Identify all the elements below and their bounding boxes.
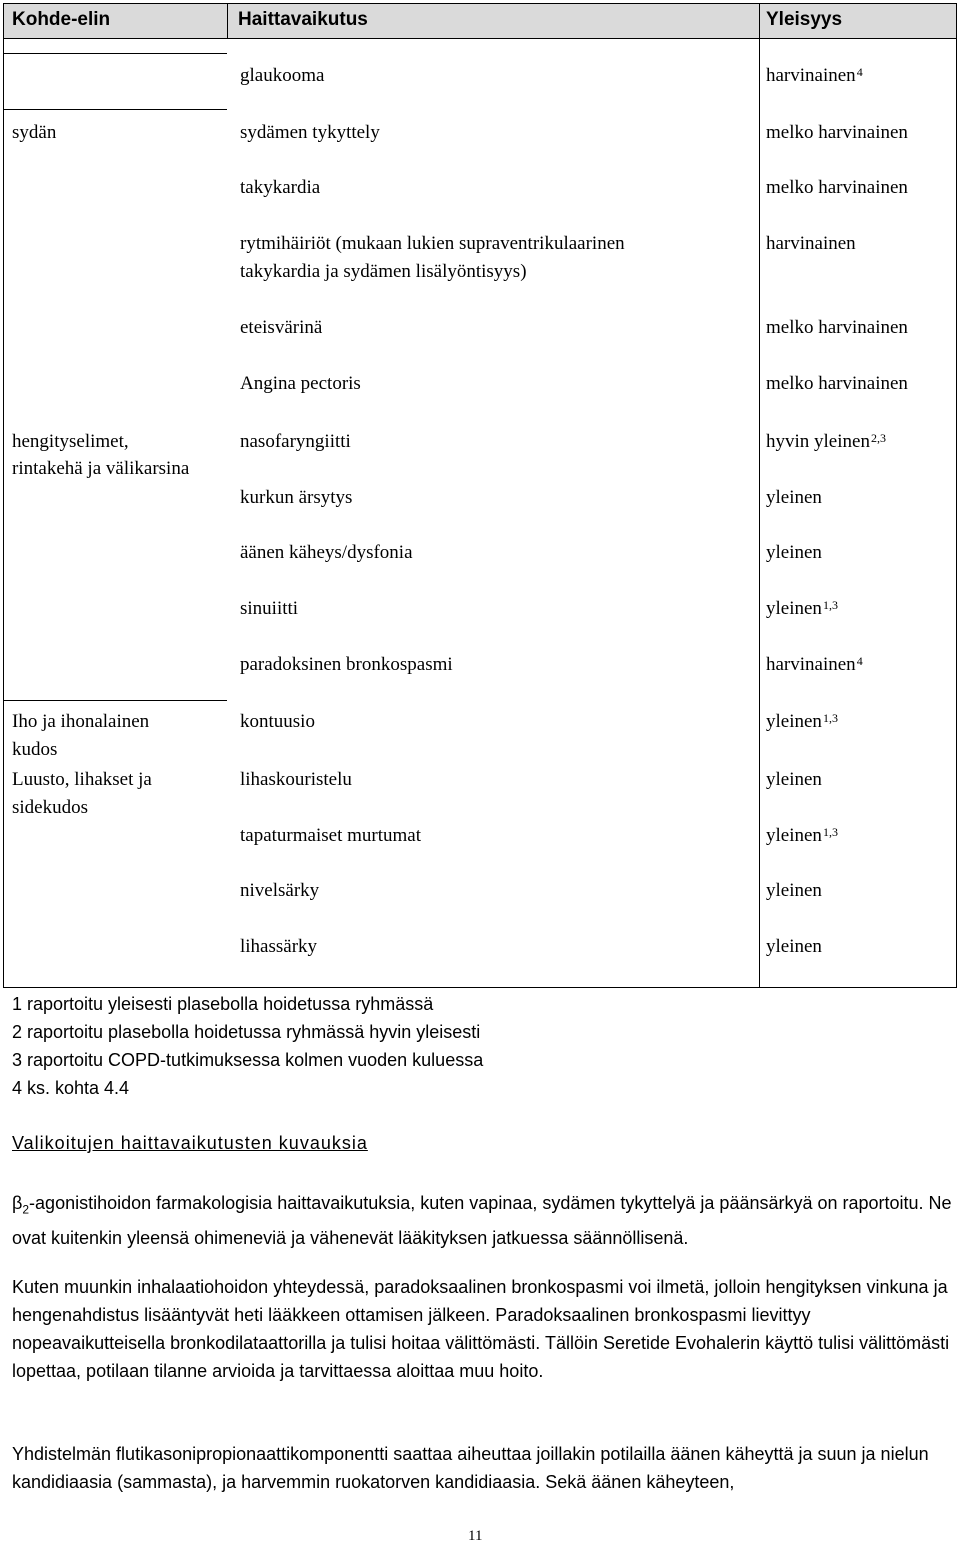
organ-label: sydän [12, 122, 57, 143]
frequency-cell: melko harvinainen [766, 373, 908, 394]
effect-cell: Angina pectoris [240, 373, 361, 394]
effect-cell: eteisvärinä [240, 317, 323, 338]
frequency-cell: yleinen$^{1,3}$ [766, 825, 838, 846]
frequency-cell: yleinen [766, 880, 822, 901]
effect-cell: paradoksinen bronkospasmi [240, 654, 453, 675]
row-divider [4, 53, 227, 54]
effect-cell: tapaturmaiset murtumat [240, 825, 421, 846]
organ-label: rintakehä ja välikarsina [12, 458, 190, 479]
frequency-cell: yleinen$^{1,3}$ [766, 711, 838, 732]
organ-label: Iho ja ihonalainen [12, 711, 150, 732]
organ-label: sidekudos [12, 797, 88, 818]
footnote: 3 raportoitu COPD-tutkimuksessa kolmen vuoden kuluessa [12, 1050, 484, 1070]
paragraph: $\beta_2$-agonistihoidon farmakologisia haittavaikutuksia, kuten vapinaa, sydämen tykyttelyä ja päänsärkyä on raportoitu. Ne ovat kuitenkin yleensä ohimeneviä ja vähenevät lääkityksen jatkuessa säännöllisenä. [12, 1193, 952, 1248]
column-header-effect: Haittavaikutus [238, 9, 368, 30]
frequency-cell: melko harvinainen [766, 122, 908, 143]
column-divider [759, 4, 760, 987]
frequency-cell: yleinen [766, 542, 822, 563]
beta-symbol: β [12, 1193, 23, 1213]
effect-cell-continued: takykardia ja sydämen lisälyöntisyys) [240, 261, 527, 282]
column-header-frequency: Yleisyys [766, 9, 843, 30]
section-heading: Valikoitujen haittavaikutusten kuvauksia [12, 1133, 368, 1153]
frequency-cell: yleinen [766, 769, 822, 790]
footnote: 4 ks. kohta 4.4 [12, 1078, 130, 1098]
row-divider [4, 700, 227, 701]
column-header-organ: Kohde-elin [12, 9, 111, 30]
organ-label: hengityselimet, [12, 431, 129, 452]
frequency-cell: yleinen [766, 936, 822, 957]
effect-cell: sinuiitti [240, 598, 299, 619]
frequency-cell: harvinainen$^4$ [766, 654, 863, 675]
paragraph: Yhdistelmän flutikasonipropionaattikomponentti saattaa aiheuttaa joillakin potilailla äänen käheyttä ja suun ja nielun kandidiaasia (sammasta), ja harvemmin ruokatorven kandidiaasia. Sekä äänen käheyteen, [12, 1444, 929, 1492]
frequency-cell: hyvin yleinen$^{2,3}$ [766, 431, 886, 452]
footnote: 2 raportoitu plasebolla hoidetussa ryhmässä hyvin yleisesti [12, 1022, 481, 1042]
frequency-cell: melko harvinainen [766, 317, 908, 338]
effect-cell: lihaskouristelu [240, 769, 352, 790]
effect-cell: kurkun ärsytys [240, 487, 353, 508]
effect-cell: äänen käheys/dysfonia [240, 542, 413, 563]
paragraph: Kuten muunkin inhalaatiohoidon yhteydessä, paradoksaalinen bronkospasmi voi ilmetä, jolloin hengityksen vinkuna ja hengenahdistus lisääntyvät heti lääkkeen ottamisen jälkeen. Paradoksaalinen bronkospasmi lievittyy nopeavaikutteisella bronkodilataattorilla ja tulisi hoitaa välittömästi. Tällöin Seretide Evohalerin käyttö tulisi välittömästi lopettaa, potilaan tilanne arvioida ja tarvittaessa aloittaa muu hoito. [12, 1277, 950, 1381]
page-number: 11 [468, 1528, 483, 1544]
effect-cell: nivelsärky [240, 880, 320, 901]
effect-cell: nasofaryngiitti [240, 431, 351, 452]
frequency-cell: harvinainen$^4$ [766, 65, 863, 86]
effect-cell: takykardia [240, 177, 321, 198]
footnote: 1 raportoitu yleisesti plasebolla hoidetussa ryhmässä [12, 994, 434, 1014]
frequency-cell: yleinen [766, 487, 822, 508]
effect-cell: sydämen tykyttely [240, 122, 380, 143]
effect-cell: rytmihäiriöt (mukaan lukien supraventrikulaarinen [240, 233, 625, 254]
frequency-cell: yleinen$^{1,3}$ [766, 598, 838, 619]
column-divider [227, 4, 228, 38]
frequency-cell: melko harvinainen [766, 177, 908, 198]
organ-label: kudos [12, 739, 58, 760]
effect-cell: glaukooma [240, 65, 325, 86]
effect-cell: lihassärky [240, 936, 318, 957]
organ-label: Luusto, lihakset ja [12, 769, 152, 790]
effect-cell: kontuusio [240, 711, 315, 732]
row-divider [4, 109, 227, 110]
frequency-cell: harvinainen [766, 233, 856, 254]
